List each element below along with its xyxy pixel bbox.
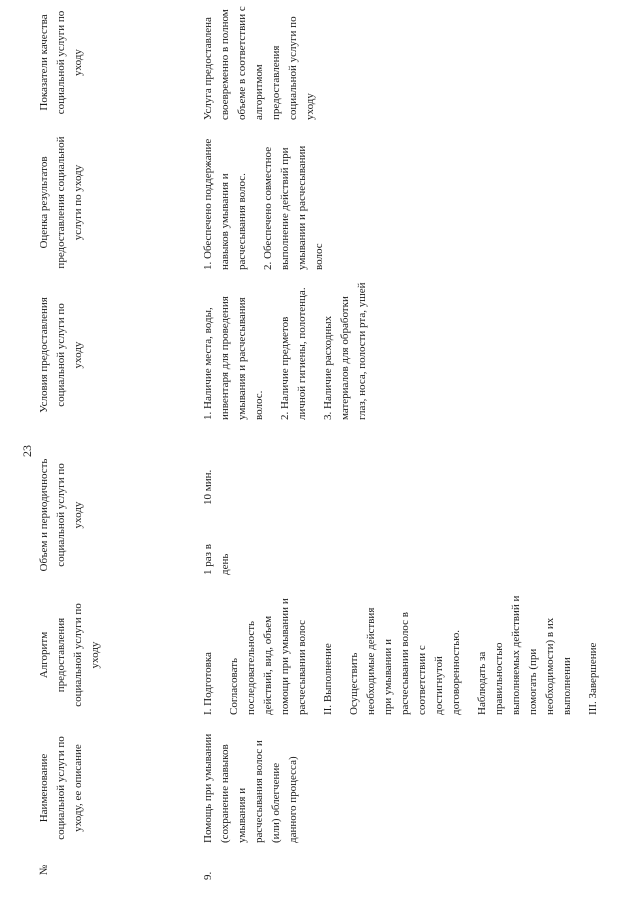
header-indicators: Показатели качества социальной услуги по уходу — [38, 10, 84, 115]
header-num: № — [38, 864, 50, 876]
algorithm-monitor-text: Наблюдать за правильностью выполняемых действий и помогать (при необходимости) в их выполнении — [476, 595, 573, 715]
row-service-name: Помощь при умывании (сохранение навыков умывания и расчесывания волос и (или) облегчение данного процесса) — [202, 733, 299, 843]
header-name: Наименование социальной услуги по уходу, ее описание — [38, 736, 84, 840]
row-indicators: Услуга предоставлена своевременно в полном объеме в соответствии с алгоритмом предоставления социальной услуги по уходу — [202, 6, 316, 120]
algorithm-prep-title: I. Подготовка — [202, 652, 214, 715]
volume-duration: 10 мин. — [202, 469, 214, 505]
header-volume: Объем и периодичность социальной услуги по уходу — [38, 458, 84, 572]
volume-frequency: 1 раз в день — [202, 544, 231, 575]
algorithm-final-title: III. Завершение — [587, 642, 599, 715]
page-number: 23 — [20, 445, 34, 457]
header-algorithm: Алгоритм предоставления социальной услуги по уходу — [38, 603, 101, 707]
header-conditions: Условия предоставления социальной услуги по уходу — [38, 297, 84, 413]
row-algorithm — [200, 590, 602, 715]
evaluation-item: 2. Обеспечено совместное выполнение действий при умывании и расчесывании волос — [262, 145, 325, 270]
algorithm-prep-text: Согласовать последовательность действий, вид, объем помощи при умывании и расчесывании волос — [228, 598, 308, 715]
condition-item: 1. Наличие места, воды, инвентаря для проведения умывания и расчесывания волос. — [202, 296, 265, 420]
evaluation-item: 1. Обеспечено поддержание навыков умывания и расчесывания волос. — [202, 138, 248, 270]
row-evaluation — [200, 130, 328, 270]
row-conditions — [200, 280, 371, 420]
header-evaluation: Оценка результатов предоставления социальной услуги по уходу — [38, 136, 84, 269]
condition-item: 2. Наличие предметов личной гигиены, полотенца. — [279, 287, 308, 420]
condition-item: 3. Наличие расходных материалов для обработки глаз, носа, полости рта, ушей — [322, 282, 368, 420]
row-num: 9. — [202, 871, 214, 880]
algorithm-exec-title: II. Выполнение — [322, 643, 334, 715]
algorithm-exec-text: Осуществить необходимые действия при умывании и расчесывании волос в соответствии с достигнутой договоренностью. — [348, 607, 462, 715]
